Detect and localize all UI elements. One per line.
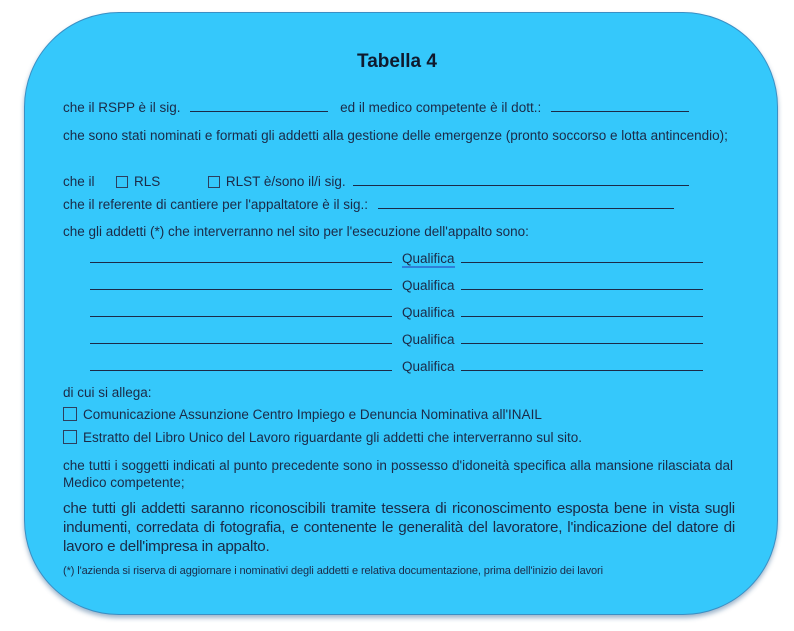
referente-name-field[interactable] bbox=[378, 197, 674, 209]
qualifica-field[interactable] bbox=[461, 305, 703, 317]
rspp-line bbox=[63, 100, 689, 115]
addetto-name-field[interactable] bbox=[90, 251, 392, 263]
emergency-paragraph: che sono stati nominati e formati gli addetti alla gestione delle emergenze (pronto soccorso e lotta antincendio); bbox=[63, 128, 728, 143]
rspp-name-field[interactable] bbox=[190, 100, 328, 112]
qualifica-label: Qualifica bbox=[402, 278, 455, 293]
rls-prefix: che il bbox=[63, 174, 95, 189]
idoneita-paragraph: che tutti i soggetti indicati al punto precedente sono in possesso d'idoneità specifica alla mansione rilasciata dal Medico competente; bbox=[63, 458, 733, 490]
addetto-row bbox=[90, 278, 703, 293]
qualifica-field[interactable] bbox=[461, 332, 703, 344]
addetto-name-field[interactable] bbox=[90, 332, 392, 344]
qualifica-field[interactable] bbox=[461, 359, 703, 371]
qualifica-field[interactable] bbox=[461, 278, 703, 290]
rlst-checkbox[interactable] bbox=[208, 176, 220, 188]
qualifica-label: Qualifica bbox=[402, 359, 455, 374]
page-title: Tabella 4 bbox=[357, 51, 437, 72]
referente-label: che il referente di cantiere per l'appaltatore è il sig.: bbox=[63, 197, 368, 212]
addetto-name-field[interactable] bbox=[90, 278, 392, 290]
qualifica-label: Qualifica bbox=[402, 251, 455, 266]
rls-line bbox=[63, 174, 689, 189]
addetto-row bbox=[90, 305, 703, 320]
attachments-intro: di cui si allega: bbox=[63, 385, 152, 400]
addetto-name-field[interactable] bbox=[90, 305, 392, 317]
referente-line bbox=[63, 197, 674, 212]
attachment-label: Comunicazione Assunzione Centro Impiego e Denuncia Nominativa all'INAIL bbox=[83, 407, 542, 422]
rlst-label: RLST è/sono il/i sig. bbox=[225, 174, 346, 189]
rls-checkbox[interactable] bbox=[116, 176, 128, 188]
attachment-checkbox[interactable] bbox=[63, 430, 77, 444]
attachment-item bbox=[63, 430, 582, 445]
rls-label: RLS bbox=[134, 174, 161, 189]
medico-name-field[interactable] bbox=[551, 100, 689, 112]
addetto-row bbox=[90, 359, 703, 374]
qualifica-label: Qualifica bbox=[402, 305, 455, 320]
addetto-name-field[interactable] bbox=[90, 359, 392, 371]
attachment-item bbox=[63, 407, 542, 422]
footnote: (*) l'azienda si riserva di aggiornare i nominativi degli addetti e relativa documentazione, prima dell'inizio dei lavori bbox=[63, 565, 603, 577]
addetto-row bbox=[90, 251, 703, 268]
rls-name-field[interactable] bbox=[353, 174, 689, 186]
qualifica-label: Qualifica bbox=[402, 332, 455, 347]
tessera-paragraph: che tutti gli addetti saranno riconoscibili tramite tessera di riconoscimento esposta bene in vista sugli indumenti, corredata di fotografia, e contenente le generalità del lavoratore, l'indicazione del datore di lavoro e dell'impresa in appalto. bbox=[63, 500, 735, 555]
addetti-intro: che gli addetti (*) che interverranno nel sito per l'esecuzione dell'appalto sono: bbox=[63, 224, 529, 239]
medico-label: ed il medico competente è il dott.: bbox=[340, 100, 542, 115]
rspp-label: che il RSPP è il sig. bbox=[63, 100, 181, 115]
addetto-row bbox=[90, 332, 703, 347]
attachment-label: Estratto del Libro Unico del Lavoro riguardante gli addetti che interverranno sul sito. bbox=[83, 430, 583, 445]
attachment-checkbox[interactable] bbox=[63, 407, 77, 421]
qualifica-field[interactable] bbox=[461, 251, 703, 263]
